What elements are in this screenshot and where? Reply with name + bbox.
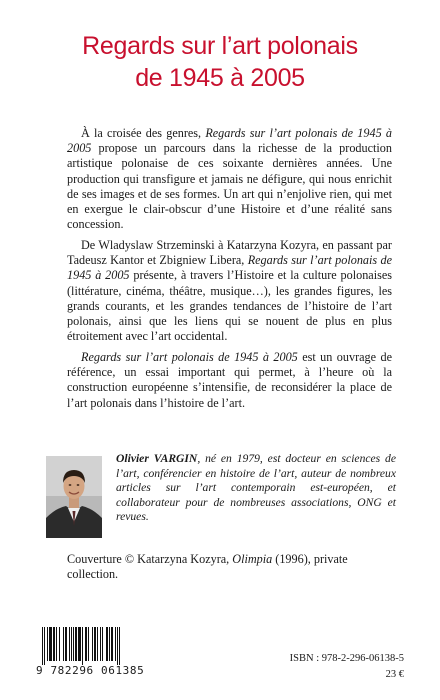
barcode-bar — [106, 627, 108, 661]
book-title-line-1: Regards sur l’art polonais — [82, 32, 358, 60]
blurb-3-title: Regards sur l’art polonais de 1945 à 2005 — [81, 350, 298, 364]
barcode-bar — [111, 627, 113, 661]
blurb-2-body: présente, à travers l’Histoire et la culture polonaises (littérature, cinéma, théâtre, musique…), les grandes figures, les grands courants, et les grandes tendances de l’histoire de l’art polonais, ainsi que les liens qui se nouent de plus en plus étroitement avec l’art occidental. — [67, 268, 392, 344]
book-title-line-2: de 1945 à 2005 — [135, 64, 305, 92]
barcode-bar — [75, 627, 77, 661]
barcode-bar — [63, 627, 64, 661]
book-title — [0, 30, 440, 94]
blurb-paragraph-1 — [67, 126, 392, 232]
barcode-bar — [109, 627, 110, 661]
barcode-bar — [85, 627, 87, 661]
cover-credit-intro: Couverture © Katarzyna Kozyra, — [67, 552, 233, 566]
blurb-paragraph-3 — [67, 350, 392, 411]
cover-credit — [67, 552, 392, 582]
barcode-bar — [49, 627, 52, 661]
blurb-1-title: Regards sur l’art polonais de 1945 à 2005 — [67, 126, 392, 156]
author-bio — [116, 452, 396, 525]
author-photo — [46, 456, 102, 538]
blurb-3-body: est un ouvrage de référence, un essai important qui permet, à l’heure où la construction européenne s’intensifie, de reconsidérer la place de l’art polonais dans l’histoire de l’art. — [67, 350, 392, 410]
barcode-bar — [65, 627, 67, 661]
barcode-bar — [102, 627, 103, 661]
barcode-bar — [119, 627, 120, 665]
barcode-bar — [71, 627, 72, 661]
barcode-icon — [36, 627, 160, 665]
barcode-bar — [42, 627, 43, 665]
barcode-bar — [94, 627, 96, 661]
cover-credit-work: Olimpia — [232, 552, 273, 566]
barcode-bar — [82, 627, 83, 665]
barcode-bar — [115, 627, 116, 661]
blurb-2-title: Regards sur l’art polonais de 1945 à 2005 — [67, 253, 393, 283]
author-name: Olivier VARGIN — [116, 452, 198, 465]
isbn: ISBN : 978-2-296-06138-5 — [289, 653, 404, 664]
barcode-bar — [69, 627, 70, 661]
barcode-bar — [78, 627, 81, 661]
barcode-digits: 9 782296 061385 — [36, 664, 145, 677]
author-bio-text: , né en 1979, est docteur en sciences de l’art, conférencier en histoire de l’art, auteur de nombreux articles sur l’art contemporain est-européen, et collaborateur pour de nombreuses associations, ONG et revues. — [116, 452, 396, 524]
barcode — [36, 627, 156, 689]
barcode-bar — [88, 627, 89, 661]
barcode-bar — [47, 627, 48, 661]
blurb-2-intro: De Wladyslaw Strzeminski à Katarzyna Kozyra, en passant par Tadeusz Kantor et Zbigniew Libera, — [67, 238, 392, 268]
blurb-1-body: propose un parcours dans la richesse de la production artistique polonaise de ces soixante dernières années. Une production qui transfigure et jamais ne défigure, qui nous enrichit de ses images et de ses formes. Un art qui n’enjolive rien, qui met en exergue le clair-obscur d’une Histoire et d’une réalité sans concession. — [67, 141, 392, 232]
price: 23 € — [385, 669, 404, 680]
barcode-bar — [92, 627, 93, 661]
barcode-bar — [100, 627, 101, 661]
barcode-bar — [53, 627, 55, 661]
barcode-bar — [73, 627, 74, 661]
barcode-bar — [44, 627, 45, 665]
barcode-bar — [59, 627, 60, 661]
blurb-paragraph-2 — [67, 238, 392, 344]
author-portrait-image — [46, 456, 102, 538]
cover-credit-rest: (1996), private collection. — [67, 552, 348, 582]
barcode-bar — [117, 627, 118, 665]
blurb-1-intro: À la croisée des genres, — [81, 126, 206, 140]
barcode-bar — [56, 627, 57, 661]
barcode-bar — [97, 627, 98, 661]
